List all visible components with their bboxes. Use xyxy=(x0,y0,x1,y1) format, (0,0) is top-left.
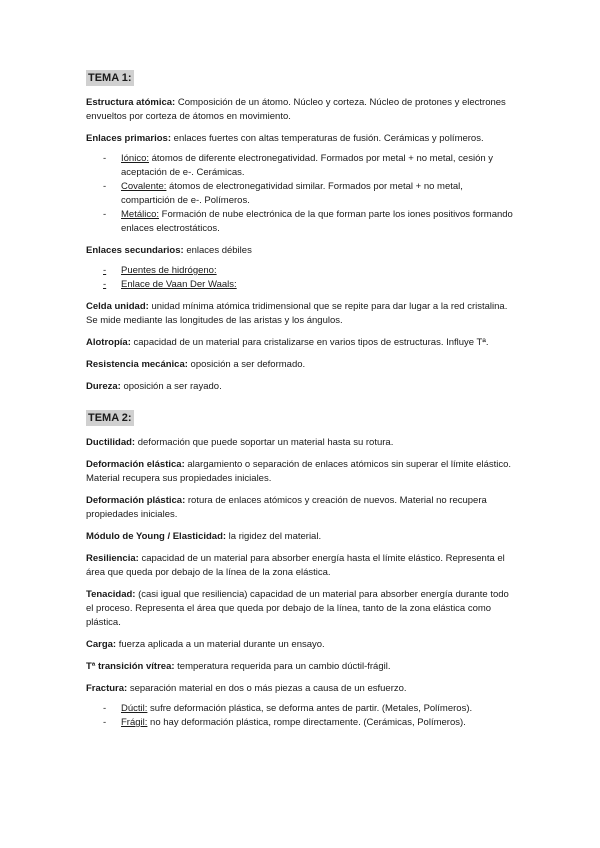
definition: capacidad de un material para cristalizarse en varios tipos de estructuras. Influye Tª. xyxy=(130,337,489,348)
paragraph-transicion-vitrea xyxy=(86,660,516,674)
paragraph-modulo-young xyxy=(86,530,516,544)
term: Fractura: xyxy=(86,683,128,694)
list-enlaces-secundarios xyxy=(86,264,516,292)
definition: enlaces débiles xyxy=(183,245,252,256)
paragraph-tenacidad xyxy=(86,588,516,630)
term: Enlaces primarios: xyxy=(86,133,172,144)
list-item xyxy=(86,208,516,236)
term: Resistencia mecánica: xyxy=(86,359,188,370)
definition: temperatura requerida para un cambio dúctil-frágil. xyxy=(174,661,391,672)
paragraph-fractura xyxy=(86,682,516,696)
list-item xyxy=(86,264,516,278)
term: Iónico: xyxy=(121,153,149,164)
paragraph-deformacion-plastica xyxy=(86,494,516,522)
term: Enlaces secundarios: xyxy=(86,245,184,256)
list-fractura xyxy=(86,702,516,730)
definition: rotura de enlaces atómicos y creación de nuevos. Material no recupera propiedades iniciales. xyxy=(86,495,487,520)
definition: deformación que puede soportar un material hasta su rotura. xyxy=(135,437,394,448)
term: Alotropía: xyxy=(86,337,131,348)
term: Módulo de Young / Elasticidad: xyxy=(86,531,227,542)
paragraph-ductilidad xyxy=(86,436,516,450)
term: Tenacidad: xyxy=(86,589,136,600)
paragraph-enlaces-secundarios xyxy=(86,244,516,258)
term: Resiliencia: xyxy=(86,553,139,564)
definition: oposición a ser rayado. xyxy=(120,381,222,392)
term: Dúctil: xyxy=(121,703,148,714)
list-item xyxy=(86,152,516,180)
paragraph-dureza xyxy=(86,380,516,394)
term: Ductilidad: xyxy=(86,437,136,448)
term: Puentes de hidrógeno: xyxy=(121,265,217,276)
tema1-heading: TEMA 1: xyxy=(88,72,132,84)
paragraph-celda-unidad xyxy=(86,300,516,328)
definition: separación material en dos o más piezas a causa de un esfuerzo. xyxy=(127,683,407,694)
document-page xyxy=(86,70,516,738)
definition: enlaces fuertes con altas temperaturas de fusión. Cerámicas y polímeros. xyxy=(171,133,484,144)
definition: capacidad de un material para absorber energía hasta el límite elástico. Representa el área que queda por debajo de la línea de la zona elástica. xyxy=(86,553,505,578)
term: Celda unidad: xyxy=(86,301,149,312)
term: Frágil: xyxy=(121,717,148,728)
list-item xyxy=(86,278,516,292)
paragraph-carga xyxy=(86,638,516,652)
term: Tª transición vítrea: xyxy=(86,661,175,672)
paragraph-alotropia xyxy=(86,336,516,350)
paragraph-estructura xyxy=(86,96,516,124)
definition: unidad mínima atómica tridimensional que se repite para dar lugar a la red cristalina. Se mide mediante las longitudes de las aristas y los ángulos. xyxy=(86,301,508,326)
term: Carga: xyxy=(86,639,117,650)
term: Dureza: xyxy=(86,381,121,392)
term: Enlace de Vaan Der Waals: xyxy=(121,279,237,290)
definition: (casi igual que resiliencia) capacidad de un material para absorber energía durante todo el proceso. Representa el área que queda por debajo de la línea, tanto de la zona elástica como plástica. xyxy=(86,589,509,628)
list-enlaces-primarios xyxy=(86,152,516,236)
list-item xyxy=(86,180,516,208)
term: Deformación elástica: xyxy=(86,459,185,470)
list-item xyxy=(86,702,516,716)
definition: Composición de un átomo. Núcleo y corteza. Núcleo de protones y electrones envueltos por corteza de átomos en movimiento. xyxy=(86,97,506,122)
paragraph-deformacion-elastica xyxy=(86,458,516,486)
definition: átomos de diferente electronegatividad. Formados por metal + no metal, cesión y aceptación de e-. Cerámicas. xyxy=(121,153,494,178)
term: Deformación plástica: xyxy=(86,495,186,506)
paragraph-resistencia xyxy=(86,358,516,372)
list-item xyxy=(86,716,516,730)
paragraph-enlaces-primarios xyxy=(86,132,516,146)
term: Covalente: xyxy=(121,181,167,192)
definition: sufre deformación plástica, se deforma antes de partir. (Metales, Polímeros). xyxy=(147,703,473,714)
definition: fuerza aplicada a un material durante un ensayo. xyxy=(116,639,325,650)
definition: la rigidez del material. xyxy=(226,531,322,542)
definition: átomos de electronegatividad similar. Formados por metal + no metal, compartición de e-. Polímeros. xyxy=(121,181,463,206)
definition: Formación de nube electrónica de la que forman parte los iones positivos formando enlaces electrostáticos. xyxy=(121,209,513,234)
paragraph-resiliencia xyxy=(86,552,516,580)
definition: oposición a ser deformado. xyxy=(187,359,306,370)
term: Estructura atómica: xyxy=(86,97,176,108)
definition: no hay deformación plástica, rompe directamente. (Cerámicas, Polímeros). xyxy=(147,717,466,728)
term: Metálico: xyxy=(121,209,160,220)
definition: alargamiento o separación de enlaces atómicos sin superar el límite elástico. Material recupera sus propiedades iniciales. xyxy=(86,459,512,484)
tema2-heading: TEMA 2: xyxy=(88,412,132,424)
